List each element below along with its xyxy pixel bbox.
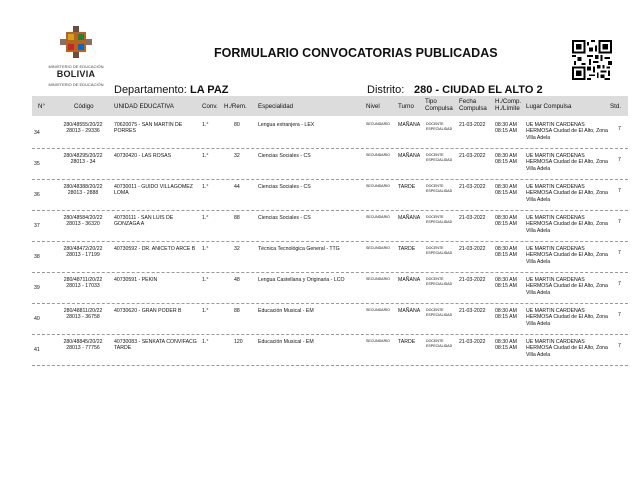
cell-codigo: 280/48584/20/22 28013 - 36320 — [63, 215, 103, 228]
col-header-std: Std. — [610, 103, 622, 110]
cell-hcomp: 08:30 AM 08:15 AM — [495, 277, 517, 290]
cell-tipo: DOCENTE ESPECIALIDAD — [426, 122, 453, 131]
logo-ministerio-text: MINISTERIO DE EDUCACIÓN — [48, 64, 104, 69]
cell-hcomp: 08:30 AM 08:15 AM — [495, 339, 517, 352]
departamento-value: LA PAZ — [190, 84, 229, 96]
cell-especialidad: Lengua Castellana y Originaria - LCO — [258, 277, 345, 283]
cell-lugar: UE MARTIN CARDENAS HERMOSA Ciudad de El Alto, Zona Villa Adela — [526, 246, 608, 265]
cell-hrem: 32 — [234, 153, 240, 159]
cell-std: 7 — [618, 188, 621, 194]
cell-hcomp: 08:30 AM 08:15 AM — [495, 153, 517, 166]
cell-n: 40 — [34, 316, 40, 322]
cell-fecha: 21-03-2022 — [459, 308, 486, 314]
cell-fecha: 21-03-2022 — [459, 246, 486, 252]
cell-especialidad: Lengua extranjera - LEX — [258, 122, 315, 128]
cell-unidad: 40730011 - GUIDO VILLAGOMEZ LOMA — [114, 184, 193, 197]
cell-std: 7 — [618, 126, 621, 132]
col-header-tipo: Tipo Compulsa — [425, 98, 453, 112]
table-row — [32, 211, 628, 242]
cell-unidad: 40730111 - SAN LUIS DE GONZAGA A — [114, 215, 174, 228]
cell-conv: 1.° — [202, 246, 209, 252]
cell-nivel: SECUNDARIO — [366, 122, 390, 126]
cell-especialidad: Educación Musical - EM — [258, 308, 314, 314]
cell-nivel: SECUNDARIO — [366, 339, 390, 343]
distrito-value: 280 - CIUDAD EL ALTO 2 — [414, 84, 543, 96]
cell-nivel: SECUNDARIO — [366, 308, 390, 312]
cell-codigo: 280/48845/20/22 28013 - 77756 — [63, 339, 103, 352]
cell-nivel: SECUNDARIO — [366, 153, 390, 157]
cell-lugar: UE MARTIN CARDENAS HERMOSA Ciudad de El Alto, Zona Villa Adela — [526, 339, 608, 358]
cell-lugar: UE MARTIN CARDENAS HERMOSA Ciudad de El Alto, Zona Villa Adela — [526, 122, 608, 141]
col-header-especialidad: Especialidad — [258, 103, 294, 110]
cell-turno: TARDE — [398, 339, 416, 345]
cell-nivel: SECUNDARIO — [366, 277, 390, 281]
cell-n: 41 — [34, 347, 40, 353]
cell-hrem: 44 — [234, 184, 240, 190]
cell-tipo: DOCENTE ESPECIALIDAD — [426, 308, 453, 317]
cell-especialidad: Ciencias Sociales - CS — [258, 184, 311, 190]
cell-hcomp: 08:30 AM 08:15 AM — [495, 122, 517, 135]
cell-conv: 1.° — [202, 184, 209, 190]
cell-fecha: 21-03-2022 — [459, 277, 486, 283]
cell-hcomp: 08:30 AM 08:15 AM — [495, 308, 517, 321]
table-row — [32, 118, 628, 149]
cell-codigo: 280/48472/20/22 28013 - 17199 — [63, 246, 103, 259]
cell-turno: MAÑANA — [398, 277, 421, 283]
cell-tipo: DOCENTE ESPECIALIDAD — [426, 184, 453, 193]
cell-unidad: 40730591 - PEKIN — [114, 277, 158, 283]
distrito-label: Distrito: — [367, 84, 405, 96]
cell-conv: 1.° — [202, 153, 209, 159]
cell-hrem: 80 — [234, 122, 240, 128]
cell-fecha: 21-03-2022 — [459, 153, 486, 159]
col-header-turno: Turno — [398, 103, 414, 110]
cell-lugar: UE MARTIN CARDENAS HERMOSA Ciudad de El Alto, Zona Villa Adela — [526, 308, 608, 327]
cell-std: 7 — [618, 157, 621, 163]
cell-hrem: 120 — [234, 339, 243, 345]
cell-n: 34 — [34, 130, 40, 136]
coat-of-arms-icon — [58, 24, 94, 60]
cell-fecha: 21-03-2022 — [459, 215, 486, 221]
col-header-hcomp: H./Comp. H./Límite — [495, 98, 522, 112]
cell-codigo: 280/48295/20/22 28013 - 34 — [63, 153, 103, 166]
logo-ministry-text: MINISTERIO DE EDUCACIÓN — [48, 82, 104, 87]
cell-tipo: DOCENTE ESPECIALIDAD — [426, 215, 453, 224]
cell-turno: MAÑANA — [398, 308, 421, 314]
cell-turno: MAÑANA — [398, 215, 421, 221]
cell-lugar: UE MARTIN CARDENAS HERMOSA Ciudad de El Alto, Zona Villa Adela — [526, 277, 608, 296]
cell-unidad: 40730620 - GRAN PODER B — [114, 308, 182, 314]
cell-turno: TARDE — [398, 246, 416, 252]
cell-tipo: DOCENTE ESPECIALIDAD — [426, 246, 453, 255]
cell-especialidad: Técnica Tecnológica General - TTG — [258, 246, 340, 252]
cell-codigo: 280/48388/20/22 28013 - 2888 — [63, 184, 103, 197]
cell-nivel: SECUNDARIO — [366, 246, 390, 250]
table-row — [32, 304, 628, 335]
cell-hrem: 48 — [234, 277, 240, 283]
cell-std: 7 — [618, 312, 621, 318]
cell-turno: TARDE — [398, 184, 416, 190]
cell-n: 38 — [34, 254, 40, 260]
cell-codigo: 280/48711/20/22 28013 - 17033 — [63, 277, 103, 290]
cell-codigo: 280/48555/20/22 28013 - 29336 — [63, 122, 103, 135]
cell-tipo: DOCENTE ESPECIALIDAD — [426, 277, 453, 286]
col-header-conv: Conv. — [202, 103, 218, 110]
table-row — [32, 242, 628, 273]
cell-turno: MAÑANA — [398, 122, 421, 128]
table-row — [32, 180, 628, 211]
col-header-fecha: Fecha Compulsa — [459, 98, 487, 112]
cell-conv: 1.° — [202, 122, 209, 128]
cell-hcomp: 08:30 AM 08:15 AM — [495, 215, 517, 228]
cell-n: 36 — [34, 192, 40, 198]
cell-unidad: 40730420 - LAS ROSAS — [114, 153, 172, 159]
cell-lugar: UE MARTIN CARDENAS HERMOSA Ciudad de El Alto, Zona Villa Adela — [526, 184, 608, 203]
cell-conv: 1.° — [202, 277, 209, 283]
cell-std: 7 — [618, 281, 621, 287]
qr-code-icon — [572, 40, 612, 80]
cell-especialidad: Ciencias Sociales - CS — [258, 153, 311, 159]
col-header-hrem: H./Rem. — [224, 103, 247, 110]
cell-conv: 1.° — [202, 308, 209, 314]
cell-unidad: 40730083 - SENKATA CONVIFACG TARDE — [114, 339, 197, 352]
cell-conv: 1.° — [202, 339, 209, 345]
cell-hrem: 32 — [234, 246, 240, 252]
cell-conv: 1.° — [202, 215, 209, 221]
col-header-nivel: Nivel — [366, 103, 380, 110]
cell-n: 37 — [34, 223, 40, 229]
cell-fecha: 21-03-2022 — [459, 122, 486, 128]
cell-unidad: 70620075 - SAN MARTIN DE PORRES — [114, 122, 183, 135]
logo-country-text: BOLIVIA — [56, 69, 96, 79]
cell-tipo: DOCENTE ESPECIALIDAD — [426, 153, 453, 162]
page-title: FORMULARIO CONVOCATORIAS PUBLICADAS — [214, 46, 498, 60]
cell-n: 35 — [34, 161, 40, 167]
col-header-lugar: Lugar Compulsa — [526, 103, 572, 110]
cell-hcomp: 08:30 AM 08:15 AM — [495, 184, 517, 197]
cell-especialidad: Ciencias Sociales - CS — [258, 215, 311, 221]
cell-std: 7 — [618, 219, 621, 225]
cell-hrem: 88 — [234, 308, 240, 314]
col-header-n: N° — [38, 103, 45, 110]
col-header-codigo: Código — [74, 103, 94, 110]
table-row — [32, 335, 628, 366]
cell-n: 39 — [34, 285, 40, 291]
table-row — [32, 149, 628, 180]
departamento-label: Departamento: — [114, 84, 187, 96]
cell-std: 7 — [618, 343, 621, 349]
cell-nivel: SECUNDARIO — [366, 184, 390, 188]
cell-lugar: UE MARTIN CARDENAS HERMOSA Ciudad de El Alto, Zona Villa Adela — [526, 153, 608, 172]
cell-fecha: 21-03-2022 — [459, 339, 486, 345]
cell-especialidad: Educación Musical - EM — [258, 339, 314, 345]
table-header — [32, 96, 628, 116]
cell-nivel: SECUNDARIO — [366, 215, 390, 219]
cell-tipo: DOCENTE ESPECIALIDAD — [426, 339, 453, 348]
cell-lugar: UE MARTIN CARDENAS HERMOSA Ciudad de El Alto, Zona Villa Adela — [526, 215, 608, 234]
ministry-logo — [48, 24, 104, 96]
cell-unidad: 40730592 - DR. ANICETO ARCE B — [114, 246, 196, 252]
cell-codigo: 280/48811/20/22 28013 - 36758 — [63, 308, 103, 321]
cell-std: 7 — [618, 250, 621, 256]
col-header-unidad: UNIDAD EDUCATIVA — [114, 103, 174, 110]
cell-fecha: 21-03-2022 — [459, 184, 486, 190]
table-row — [32, 273, 628, 304]
cell-hrem: 88 — [234, 215, 240, 221]
cell-hcomp: 08:30 AM 08:15 AM — [495, 246, 517, 259]
cell-turno: MAÑANA — [398, 153, 421, 159]
